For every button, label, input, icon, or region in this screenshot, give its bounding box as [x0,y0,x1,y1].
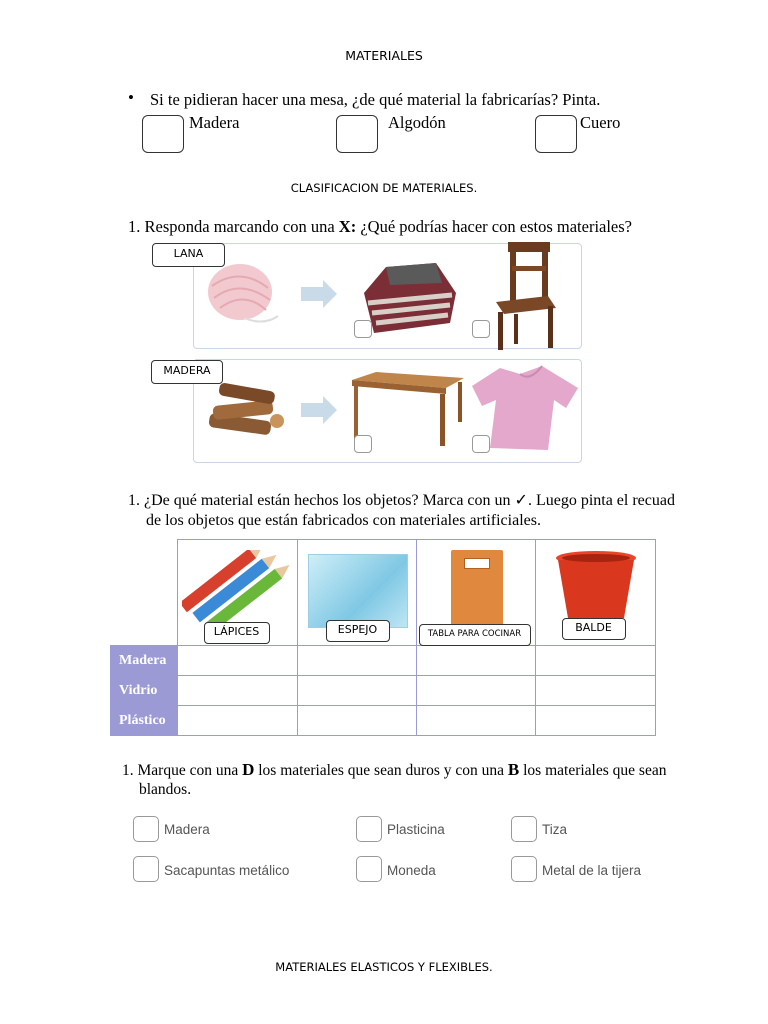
objects-question-line2: de los objetos que están fabricados con materiales artificiales. [146,512,541,529]
mirror-image [308,554,408,628]
object-label-balde: BALDE [562,618,626,640]
object-label-espejo: ESPEJO [326,620,390,642]
material-row-label: Vidrio [111,676,178,706]
checkbox-table[interactable] [354,435,372,453]
option-label: Metal de la tijera [542,863,642,878]
materials-table [110,539,656,736]
arrow-icon-1 [323,280,337,308]
option-box[interactable] [133,816,159,842]
section-title: CLASIFICACION DE MATERIALES. [290,181,478,195]
pencils-image [182,550,294,624]
material-row-label: Plástico [111,706,178,736]
grid-cell[interactable] [535,676,655,706]
option-box[interactable] [511,856,537,882]
checkbox-chair[interactable] [472,320,490,338]
option-label-algodon: Algodón [388,113,446,132]
grid-cell[interactable] [416,676,535,706]
option-box[interactable] [356,816,382,842]
object-cell-balde[interactable] [535,540,655,646]
question-number: 1. [128,217,141,236]
option-label: Tiza [542,822,568,837]
bucket-image [554,550,638,620]
chair-image [490,240,562,356]
option-label-cuero: Cuero [580,113,621,132]
letter-b: B [507,760,520,779]
grid-cell[interactable] [535,706,655,736]
grid-cell[interactable] [416,646,535,676]
grid-cell[interactable] [535,646,655,676]
object-cell-lapices[interactable] [177,540,297,646]
grid-cell[interactable] [416,706,535,736]
option-label: Sacapuntas metálico [164,863,290,878]
yarn-ball-image [204,256,284,336]
grid-cell[interactable] [297,676,416,706]
checkbox-sweater[interactable] [354,320,372,338]
object-cell-espejo[interactable] [297,540,416,646]
question-text-end: ¿Qué podrías hacer con estos materiales? [356,217,632,236]
grid-cell[interactable] [177,676,297,706]
arrow-icon-2 [323,396,337,424]
option-label: Plasticina [387,822,445,837]
question-number: 1. [122,762,134,779]
checkbox-tshirt[interactable] [472,435,490,453]
cutting-board-image [451,550,503,630]
option-label-madera: Madera [189,113,240,132]
page-title: MATERIALES [345,48,423,63]
option-label: Moneda [387,863,436,878]
question-text: Marque con una [137,762,243,779]
question-number: 1. [128,492,140,509]
option-box-madera[interactable] [142,115,184,153]
footer-title: MATERIALES ELASTICOS Y FLEXIBLES. [275,960,493,974]
hard-soft-question-line1 [122,760,666,780]
madera-label: MADERA [151,360,223,384]
object-cell-tabla[interactable] [416,540,535,646]
option-label: Madera [164,822,210,837]
arrow-shaft-1 [301,287,323,301]
objects-question-line1 [128,490,675,510]
hard-soft-question-line2: blandos. [139,781,192,798]
option-box[interactable] [133,856,159,882]
grid-cell[interactable] [297,706,416,736]
option-box-cuero[interactable] [535,115,577,153]
option-box[interactable] [356,856,382,882]
question-text-end: los materiales que sean [519,762,667,779]
question-text-mid: los materiales que sean duros y con una [254,762,508,779]
bullet: • [128,88,134,107]
option-box-algodon[interactable] [336,115,378,153]
lana-label: LANA [152,243,225,267]
grid-cell[interactable] [177,706,297,736]
arrow-shaft-2 [301,403,323,417]
logs-image [203,375,291,445]
option-box[interactable] [511,816,537,842]
grid-cell[interactable] [297,646,416,676]
material-row-label: Madera [111,646,178,676]
mark-question [128,217,632,237]
question-bold: X: [338,217,357,236]
question-text: ¿De qué material están hechos los objetos? Marca con un ✓. Luego pinta el recuad [144,492,675,509]
object-label-tabla: TABLA PARA COCINAR [419,624,531,646]
table-question: Si te pidieran hacer una mesa, ¿de qué material la fabricarías? Pinta. [150,90,601,109]
letter-d: D [242,760,255,779]
question-text: Responda marcando con una [144,217,339,236]
grid-cell[interactable] [177,646,297,676]
object-label-lapices: LÁPICES [204,622,270,644]
